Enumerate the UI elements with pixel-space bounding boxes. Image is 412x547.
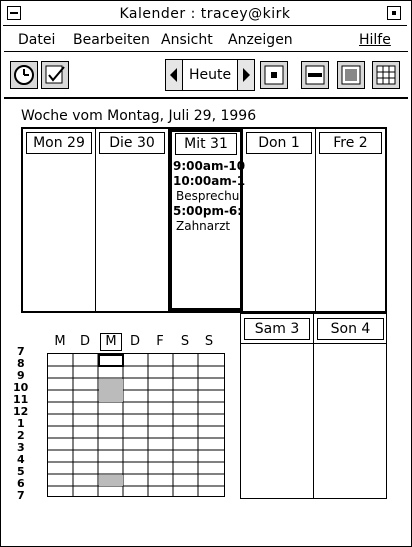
hour-label: 2 — [17, 429, 25, 442]
day-header[interactable]: Don 1 — [246, 132, 312, 154]
event-time[interactable]: 9:00am-10 — [173, 159, 246, 173]
day-column-fre[interactable] — [316, 129, 385, 311]
weekend-view — [240, 313, 387, 499]
mini-day-letter: D — [129, 334, 140, 349]
day-header[interactable]: Mit 31 — [175, 133, 237, 155]
hour-label: 1 — [17, 417, 25, 430]
hour-label: 11 — [13, 393, 29, 406]
hour-label: 12 — [13, 405, 29, 418]
hour-label: 6 — [17, 477, 25, 490]
hour-label: 10 — [13, 381, 29, 394]
event-title[interactable]: Besprechu — [176, 189, 240, 203]
day-column-sam[interactable] — [241, 314, 314, 498]
window-title: Kalender : tracey@kirk — [119, 6, 291, 22]
previous-arrow-icon[interactable] — [166, 60, 183, 90]
next-arrow-icon[interactable] — [237, 60, 254, 90]
event-time[interactable]: 10:00am-1 — [173, 174, 246, 188]
today-navigator — [165, 59, 255, 91]
event-title[interactable]: Zahnarzt — [176, 219, 231, 233]
day-column-son[interactable] — [314, 314, 387, 498]
month-view-icon[interactable] — [337, 61, 365, 89]
day-column-mon[interactable] — [23, 129, 96, 311]
day-header[interactable]: Mon 29 — [26, 132, 92, 154]
mini-day-letter: F — [156, 334, 164, 349]
event-time[interactable]: 5:00pm-6: — [173, 204, 243, 218]
year-view-icon[interactable] — [372, 61, 400, 89]
menu-anzeigen[interactable]: Anzeigen — [228, 32, 293, 48]
todo-check-icon[interactable] — [41, 61, 69, 89]
minimize-icon[interactable] — [387, 6, 401, 20]
mini-day-letter-selected: M — [100, 333, 122, 351]
week-view — [21, 127, 387, 313]
hour-label: 9 — [17, 369, 25, 382]
mini-day-letter: S — [180, 334, 190, 349]
week-view-icon[interactable] — [301, 61, 329, 89]
grid-lines — [48, 354, 224, 496]
day-column-die[interactable] — [96, 129, 169, 311]
menu-hilfe[interactable]: Hilfe — [359, 32, 391, 48]
hour-label: 7 — [17, 489, 25, 502]
toolbar — [4, 53, 408, 99]
day-header[interactable]: Fre 2 — [319, 132, 382, 154]
hour-label: 3 — [17, 441, 25, 454]
weekend-divider — [241, 343, 386, 344]
week-overview-grid[interactable] — [47, 353, 225, 497]
day-column-don[interactable] — [243, 129, 316, 311]
today-button[interactable]: Heute — [188, 67, 232, 83]
title-bar[interactable] — [3, 3, 407, 26]
day-column-mit-selected[interactable] — [169, 129, 246, 311]
menu-bearbeiten[interactable]: Bearbeiten — [73, 32, 150, 48]
menu-datei[interactable]: Datei — [18, 32, 56, 48]
mini-day-letter: D — [79, 334, 90, 349]
mini-day-letter: M — [54, 334, 66, 349]
clock-icon[interactable] — [10, 61, 38, 89]
hour-label: 5 — [17, 465, 25, 478]
week-header: Woche vom Montag, Juli 29, 1996 — [21, 108, 257, 124]
hour-label: 7 — [17, 345, 25, 358]
hour-label: 8 — [17, 357, 25, 370]
day-view-icon[interactable] — [260, 61, 288, 89]
day-header[interactable]: Son 4 — [317, 318, 384, 340]
menu-bar — [4, 29, 408, 52]
menu-ansicht[interactable]: Ansicht — [161, 32, 213, 48]
day-header[interactable]: Sam 3 — [244, 318, 310, 340]
hour-label: 4 — [17, 453, 25, 466]
mini-day-letter: S — [204, 334, 214, 349]
day-header[interactable]: Die 30 — [99, 132, 165, 154]
